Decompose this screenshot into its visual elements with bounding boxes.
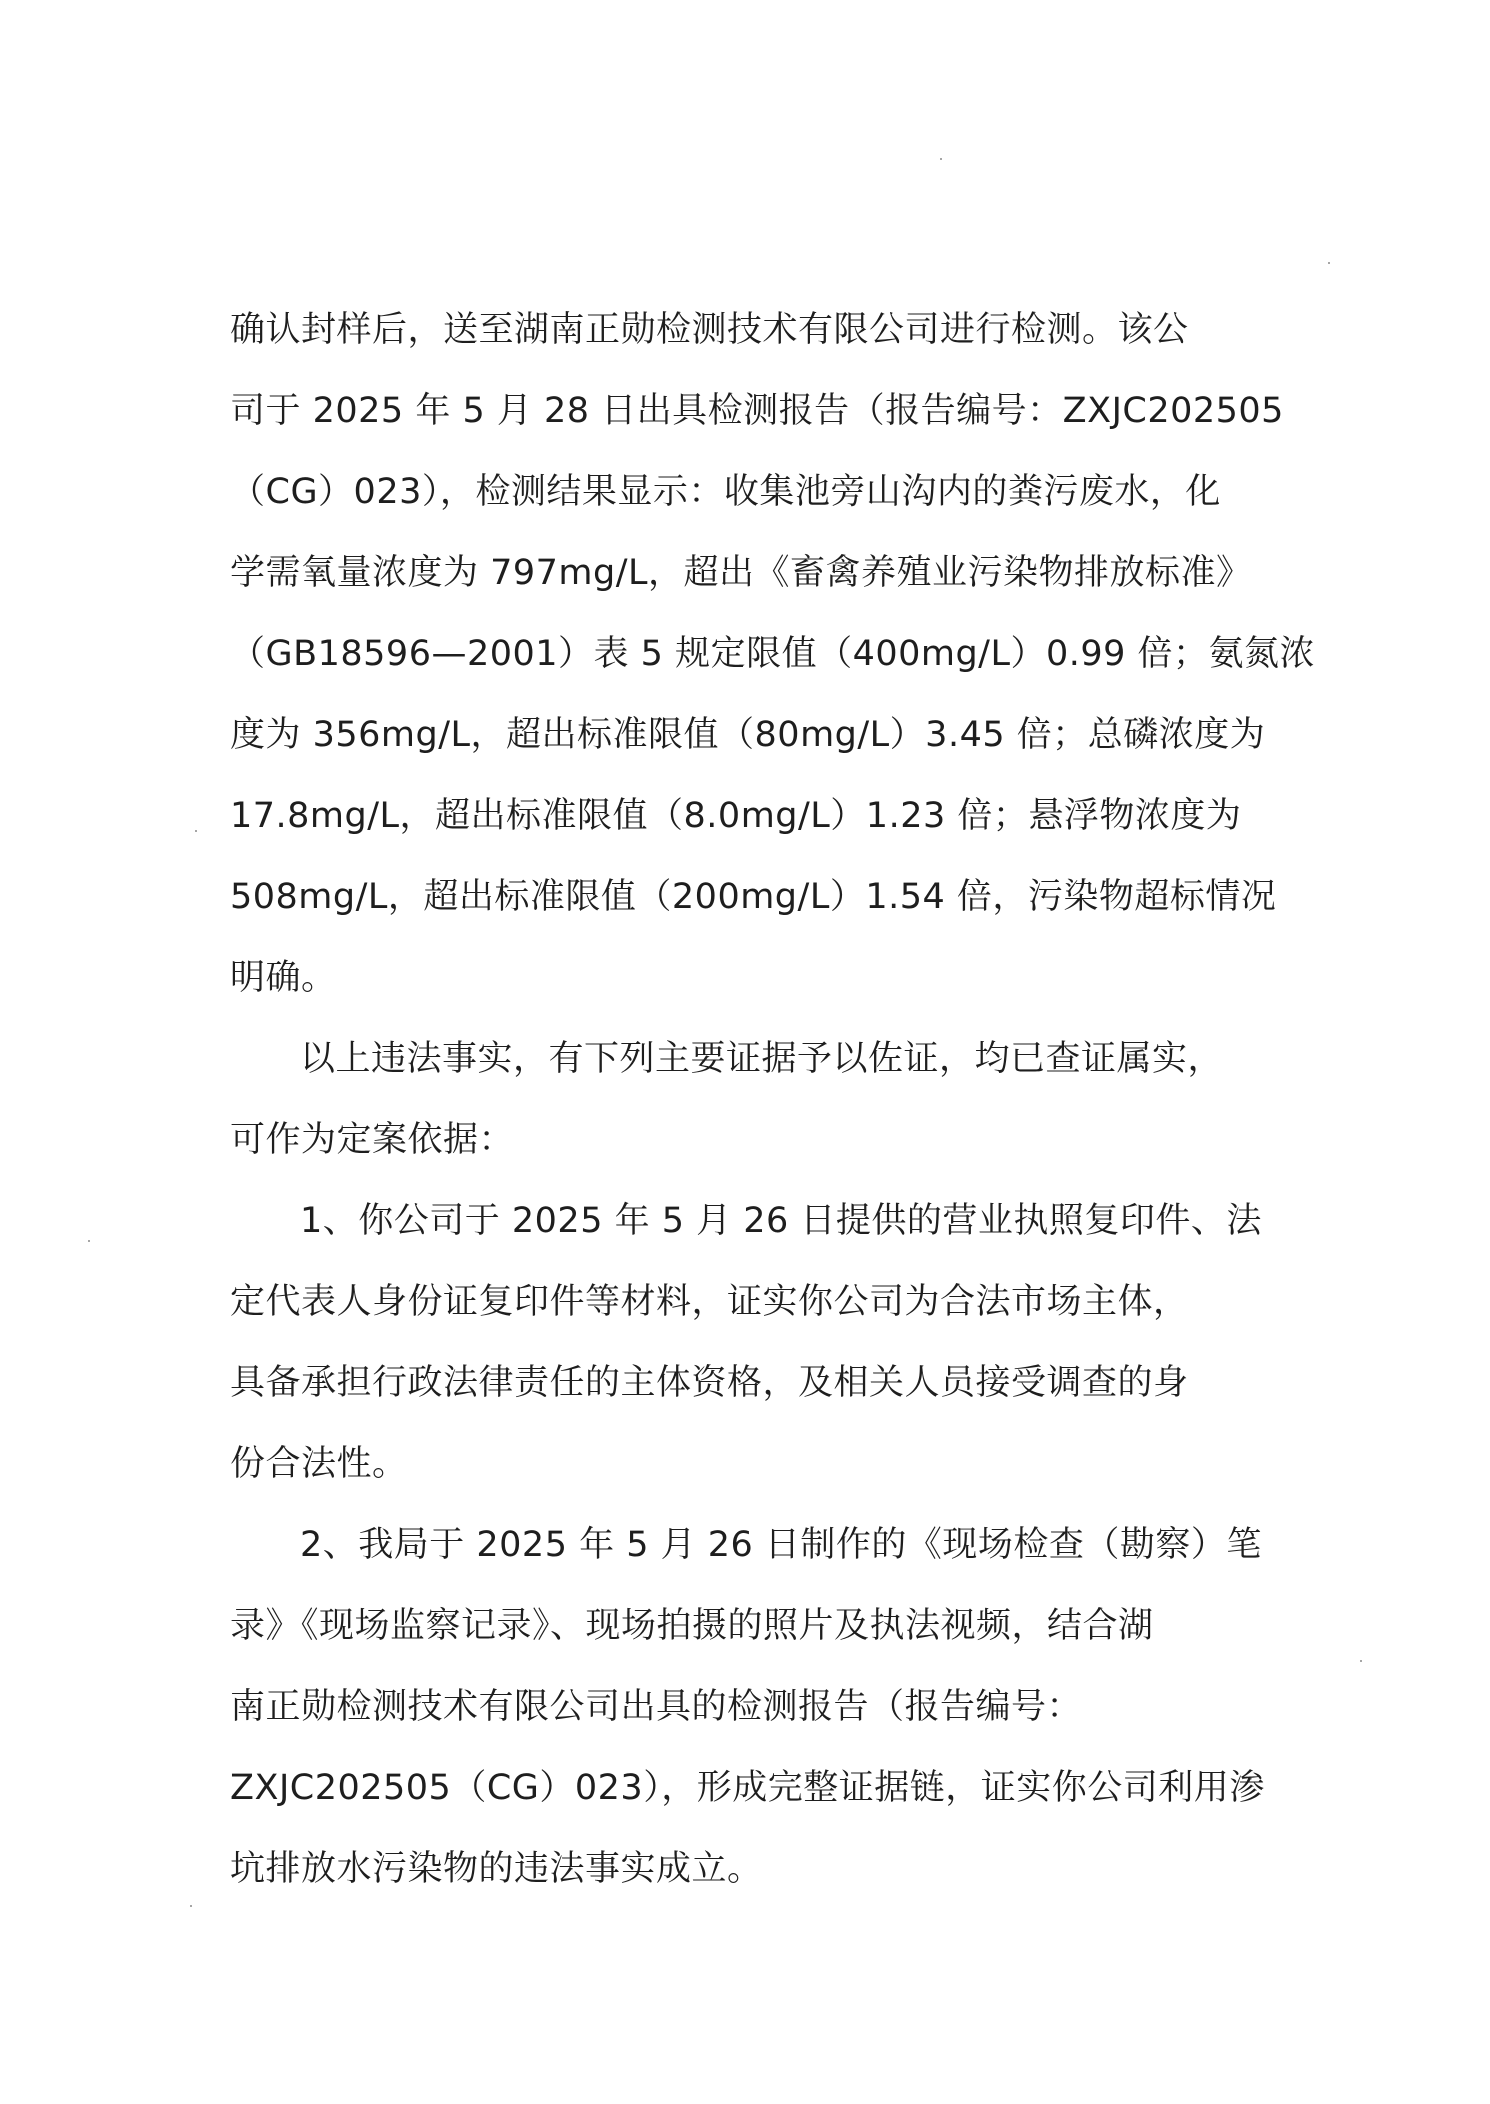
scan-speck [940, 158, 942, 160]
text-line: 度为 356mg/L，超出标准限值（80mg/L）3.45 倍；总磷浓度为 [230, 715, 1266, 755]
text-line: 2、我局于 2025 年 5 月 26 日制作的《现场检查（勘察）笔 [300, 1525, 1262, 1565]
text-line: 17.8mg/L，超出标准限值（8.0mg/L）1.23 倍；悬浮物浓度为 [230, 796, 1242, 836]
text-line: 具备承担行政法律责任的主体资格，及相关人员接受调查的身 [230, 1363, 1189, 1403]
scan-speck [1328, 262, 1330, 264]
text-line: （GB18596—2001）表 5 规定限值（400mg/L）0.99 倍；氨氮浓 [230, 634, 1316, 674]
text-line: 以上违法事实，有下列主要证据予以佐证，均已查证属实， [300, 1039, 1224, 1079]
scan-speck [190, 1905, 192, 1907]
scan-speck [195, 830, 197, 832]
text-line: 份合法性。 [230, 1444, 408, 1484]
text-line: 可作为定案依据： [230, 1120, 515, 1160]
text-line: ZXJC202505（CG）023），形成完整证据链，证实你公司利用渗 [230, 1768, 1265, 1808]
text-line: 确认封样后，送至湖南正勋检测技术有限公司进行检测。该公 [230, 310, 1189, 350]
text-line: 司于 2025 年 5 月 28 日出具检测报告（报告编号：ZXJC202505 [230, 391, 1284, 431]
text-line: 明确。 [230, 958, 337, 998]
text-line: 坑排放水污染物的违法事实成立。 [230, 1849, 763, 1889]
text-line: 学需氧量浓度为 797mg/L，超出《畜禽养殖业污染物排放标准》 [230, 553, 1252, 593]
text-line: 录》《现场监察记录》、现场拍摄的照片及执法视频，结合湖 [230, 1606, 1154, 1646]
text-line: 定代表人身份证复印件等材料，证实你公司为合法市场主体， [230, 1282, 1189, 1322]
scan-speck [1360, 1660, 1362, 1662]
text-line: （CG）023），检测结果显示：收集池旁山沟内的粪污废水，化 [230, 472, 1221, 512]
text-line: 南正勋检测技术有限公司出具的检测报告（报告编号： [230, 1687, 1083, 1727]
scan-speck [88, 1240, 90, 1242]
text-line: 508mg/L，超出标准限值（200mg/L）1.54 倍，污染物超标情况 [230, 877, 1277, 917]
text-line: 1、你公司于 2025 年 5 月 26 日提供的营业执照复印件、法 [300, 1201, 1262, 1241]
